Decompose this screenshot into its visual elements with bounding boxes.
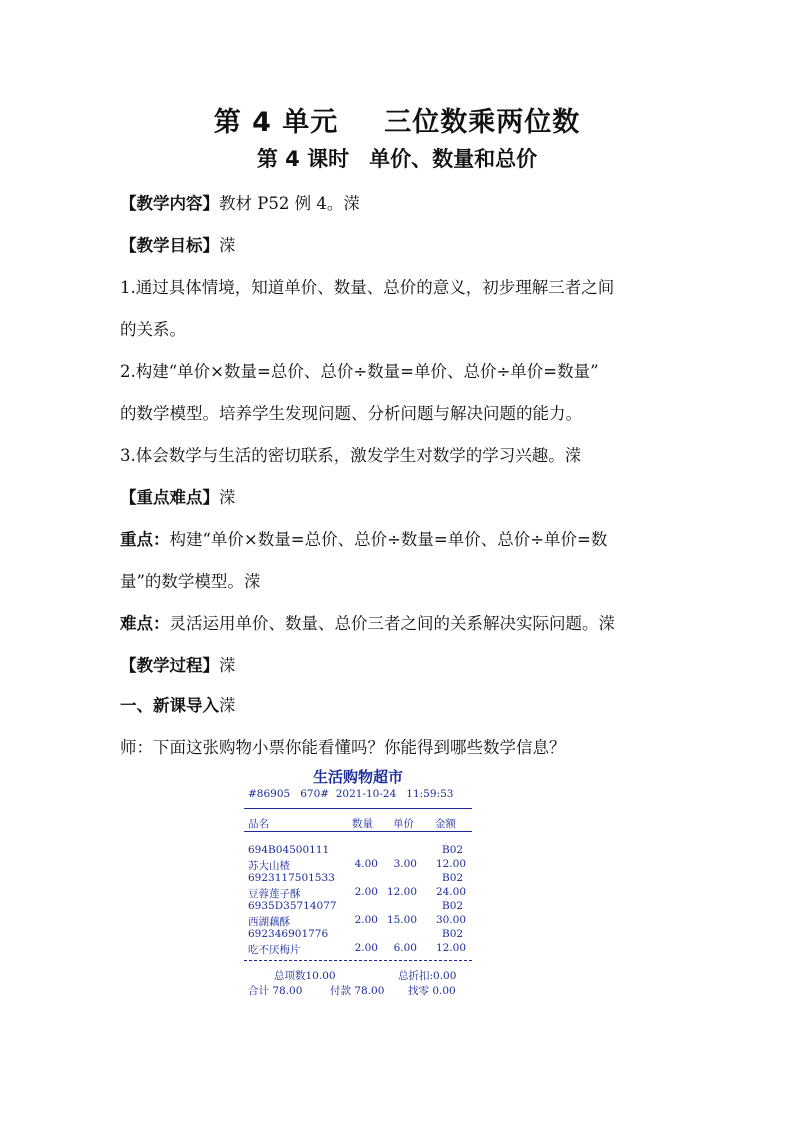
goal-1a-text: 1.通过具体情境，知道单价、数量、总价的意义，初步理解三者之间 xyxy=(120,278,615,297)
mark: 溁 xyxy=(243,572,261,591)
col-price-header: 单价 xyxy=(393,818,414,830)
lesson-title xyxy=(0,143,794,173)
diff-text: 灵活运用单价、数量、总价三者之间的关系解决实际问题。 xyxy=(169,614,599,633)
item-tag: B02 xyxy=(442,872,464,884)
key-label: 重点： xyxy=(120,530,170,549)
item-code: 692346901776 xyxy=(248,928,329,940)
teacher-line xyxy=(120,734,690,758)
item-amount: 12.00 xyxy=(435,858,466,870)
item-code: 694B04500111 xyxy=(248,844,330,856)
item-name: 西湖藕酥 xyxy=(248,916,290,928)
receipt-paid: 付款 78.00 xyxy=(330,985,385,997)
item-price: 15.00 xyxy=(386,914,417,926)
content-text: 教材 P52 例 4。 xyxy=(219,194,344,213)
receipt-total-discount: 总折扣:0.00 xyxy=(398,970,457,982)
col-amount-header: 金额 xyxy=(435,818,456,830)
item-qty: 2.00 xyxy=(354,942,378,954)
goal-1b-text: 的关系。 xyxy=(120,320,186,339)
item-qty: 2.00 xyxy=(354,914,378,926)
item-amount: 12.00 xyxy=(435,942,466,954)
goal-2b-text: 的数学模型。培养学生发现问题、分析问题与解决问题的能力。 xyxy=(120,404,582,423)
lesson-topic: 单价、数量和总价 xyxy=(369,147,538,171)
section-1-heading xyxy=(120,692,690,716)
difficulty-point xyxy=(120,610,690,634)
keypoints-heading xyxy=(120,484,690,508)
receipt-sum: 合计 78.00 xyxy=(248,985,303,997)
goals-label: 【教学目标】 xyxy=(120,236,219,255)
receipt-total-items: 总项数10.00 xyxy=(274,970,336,982)
lesson-number: 第 4 课时 xyxy=(256,147,350,171)
item-name: 吃不厌梅片 xyxy=(248,944,301,956)
item-price: 12.00 xyxy=(386,886,417,898)
section-1-label: 一、新课导入 xyxy=(120,696,219,715)
mark: 溁 xyxy=(219,696,236,715)
mark: 溁 xyxy=(219,488,236,507)
content-line xyxy=(120,190,690,214)
goal-3 xyxy=(120,442,690,466)
mark: 溁 xyxy=(343,194,360,213)
mark: 溁 xyxy=(598,614,615,633)
receipt-divider xyxy=(244,808,472,809)
process-label: 【教学过程】 xyxy=(120,656,219,675)
receipt-divider xyxy=(244,831,472,832)
goal-1a xyxy=(120,274,690,298)
item-qty: 2.00 xyxy=(354,886,378,898)
goal-2a-text: 2.构建“单价×数量=总价、总价÷数量=单价、总价÷单价=数量” xyxy=(120,362,599,381)
item-name: 豆蓉莲子酥 xyxy=(248,888,301,900)
goal-2b xyxy=(120,400,690,424)
item-tag: B02 xyxy=(442,900,464,912)
unit-title xyxy=(0,100,794,139)
receipt-dashed-divider xyxy=(244,960,472,961)
item-tag: B02 xyxy=(442,844,464,856)
goals-heading xyxy=(120,232,690,256)
mark: 溁 xyxy=(564,446,582,465)
item-price: 6.00 xyxy=(393,942,417,954)
receipt-header-line: #86905 670# 2021-10-24 11:59:53 xyxy=(248,788,454,800)
item-name: 苏大山楂 xyxy=(248,860,290,872)
goal-1b xyxy=(120,316,690,340)
receipt-store-name: 生活购物超市 xyxy=(312,768,403,786)
key-text-a: 构建“单价×数量=总价、总价÷数量=单价、总价÷单价=数 xyxy=(169,530,608,549)
item-qty: 4.00 xyxy=(354,858,378,870)
keypoints-label: 【重点难点】 xyxy=(120,488,219,507)
mark: 溁 xyxy=(219,236,236,255)
receipt-change: 找零 0.00 xyxy=(408,985,456,997)
key-point-a xyxy=(120,526,690,550)
process-heading xyxy=(120,652,690,676)
shopping-receipt xyxy=(244,766,472,1006)
col-qty-header: 数量 xyxy=(352,818,373,830)
unit-number: 第 4 单元 xyxy=(213,107,339,138)
mark: 溁 xyxy=(219,656,236,675)
unit-topic: 三位数乘两位数 xyxy=(384,107,581,138)
item-price: 3.00 xyxy=(393,858,417,870)
key-text-b: 量”的数学模型。 xyxy=(120,572,244,591)
col-name-header: 品名 xyxy=(248,818,269,830)
teacher-text: 师：下面这张购物小票你能看懂吗？你能得到哪些数学信息？ xyxy=(120,738,566,757)
goal-2a xyxy=(120,358,690,382)
item-amount: 24.00 xyxy=(435,886,466,898)
key-point-b xyxy=(120,568,690,592)
item-code: 6923117501533 xyxy=(248,872,335,884)
item-tag: B02 xyxy=(442,928,464,940)
diff-label: 难点： xyxy=(120,614,170,633)
item-amount: 30.00 xyxy=(435,914,466,926)
content-label: 【教学内容】 xyxy=(120,194,219,213)
item-code: 6935D35714077 xyxy=(248,900,337,912)
goal-3-text: 3.体会数学与生活的密切联系，激发学生对数学的学习兴趣。 xyxy=(120,446,565,465)
